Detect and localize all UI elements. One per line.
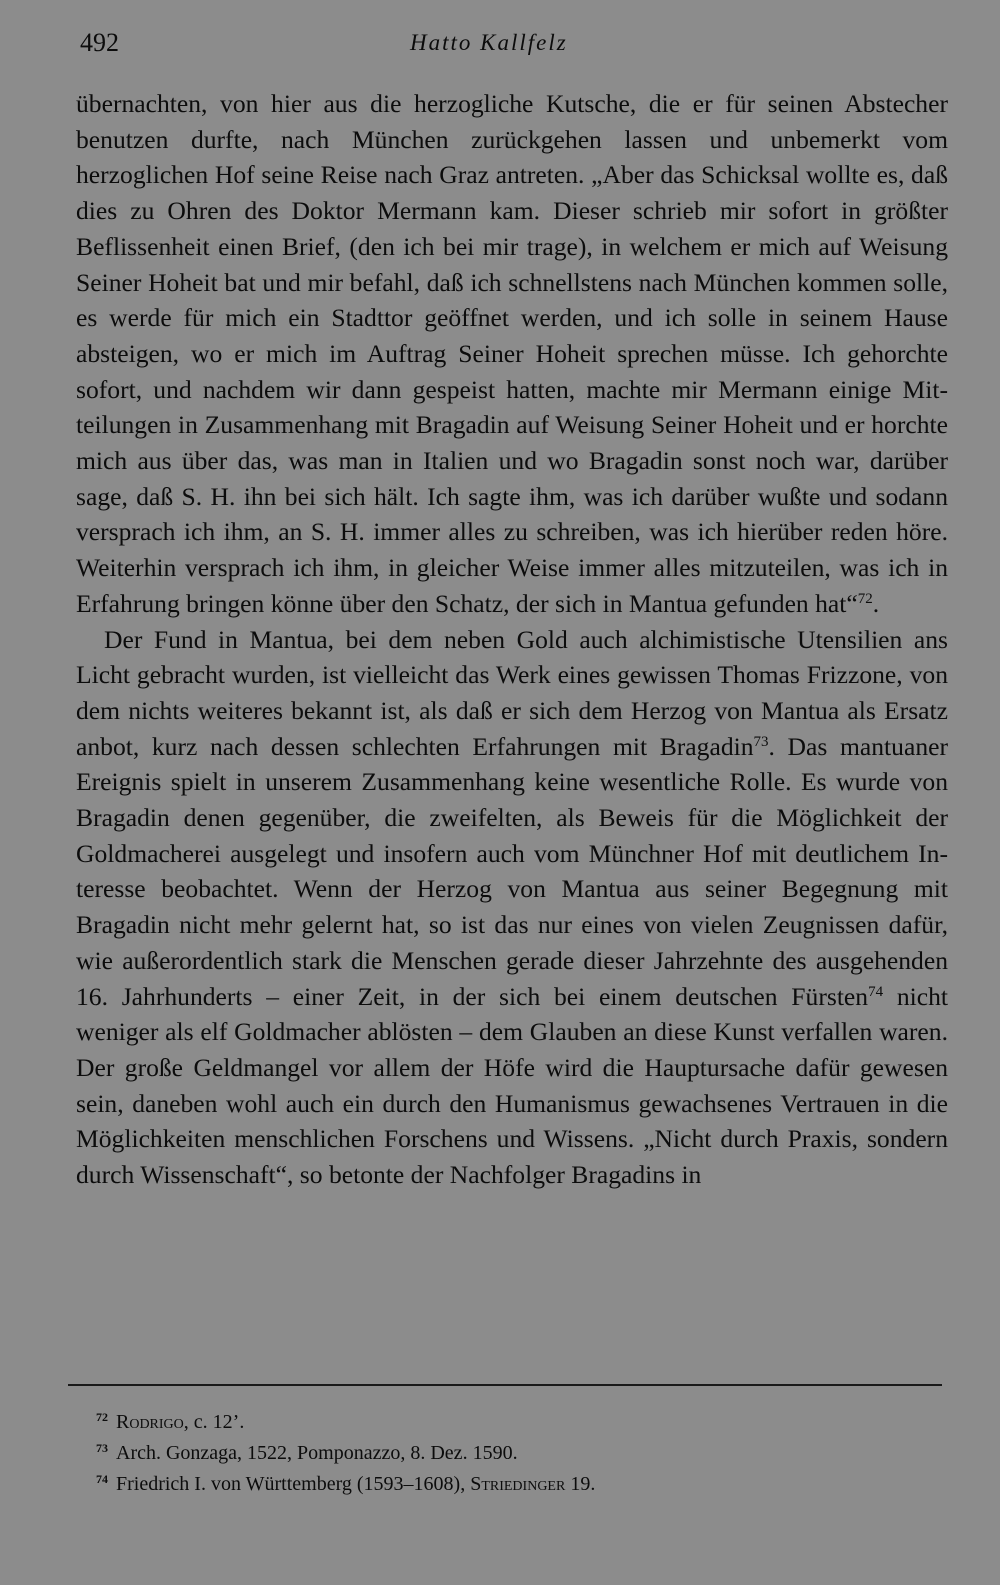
footnote-ref-73: 73 [753,733,769,750]
footnote-text: Arch. Gonzaga, 1522, Pomponazzo, 8. Dez. 1590. [116,1442,518,1464]
paragraph-2-text-c: nicht weniger als elf Goldmacher ablösten – dem Glauben an diese Kunst verfallen waren. Der große Geldmangel vor allem der Höfe wird die Hauptursache dafür gewesen sein, daneben wohl auch ein durch den Humanismus gewachsenes Vertrauen in die Möglichkeiten menschlichen Forschens und Wissens. „Nicht durch Praxis, sondern durch Wissenschaft“, so betonte der Nachfolger Bragadins in [76,981,948,1190]
body-text [76,86,948,1193]
footnote-text: , c. 12’. [183,1411,245,1433]
footnote-number: 73 [96,1441,108,1455]
footnote-74 [96,1466,936,1497]
paragraph-1-end: . [872,588,880,618]
footnote-author: Striedinger [470,1473,566,1495]
footnote-text: Friedrich I. von Württemberg (1593–1608), [116,1473,471,1495]
footnote-text-after: 19. [565,1473,596,1495]
footnote-ref-74: 74 [868,983,884,1000]
footnote-72 [96,1404,936,1435]
footnote-number: 74 [96,1472,108,1486]
page-number: 492 [80,28,119,57]
footnotes [96,1404,936,1497]
running-title: Hatto Kallfelz [410,30,568,55]
footnote-author: Rodrigo [116,1411,184,1433]
footnote-number: 72 [96,1410,108,1424]
page-header [80,28,946,68]
footnote-ref-72: 72 [857,590,873,607]
paragraph-2-text-b: . Das mantuaner Ereignis spielt in unserem Zusammenhang keine wesentliche Rolle. Es wurde von Bragadin denen gegenüber, die zweifelten, als Beweis für die Möglichkeit der Goldmacherei ausgelegt und insofern auch vom Münchner Hof mit deutlichem Interesse beobachtet. Wenn der Herzog von Mantua aus seiner Begegnung mit Bragadin nicht mehr gelernt hat, so ist das nur eines von vielen Zeugnissen dafür, wie außerordentlich stark die Menschen gerade dieser Jahrzehnte des ausgehenden 16. Jahrhunderts – einer Zeit, in der sich bei einem deutschen Fürsten [76,731,948,1011]
paragraph-2 [76,622,948,1193]
paragraph-1-text: übernachten, von hier aus die herzogliche Kutsche, die er für seinen Abstecher benutzen durfte, nach München zurückgehen lassen und unbemerkt vom herzoglichen Hof seine Reise nach Graz antreten. „Aber das Schicksal wollte es, daß dies zu Ohren des Doktor Mermann kam. Dieser schrieb mir sofort in größter Beflissenheit einen Brief, (den ich bei mir trage), in welchem er mich auf Weisung Seiner Hoheit bat und mir befahl, daß ich schnellstens nach München kommen solle, es werde für mich ein Stadttor geöffnet werden, und ich solle in seinem Hause absteigen, wo er mich im Auftrag Seiner Hoheit sprechen müsse. Ich gehorchte sofort, und nachdem wir dann gespeist hatten, machte mir Mermann einige Mitteilungen in Zusammenhang mit Bragadin auf Weisung Seiner Hoheit und er horchte mich aus über das, was man in Italien und wo Bragadin sonst noch war, darüber sage, daß S. H. ihn bei sich hält. Ich sagte ihm, was ich darüber wußte und sodann versprach ich ihm, an S. H. immer alles zu schreiben, was ich hierüber reden höre. Weiterhin versprach ich ihm, in gleicher Weise immer alles mitzuteilen, was ich in Erfahrung bringen könne über den Schatz, der sich in Mantua gefunden hat“ [76,89,948,618]
paragraph-1 [76,86,948,622]
paragraph-2-text-a: Der Fund in Mantua, bei dem neben Gold auch alchimistische Utensilien ans Licht gebracht wurden, ist vielleicht das Werk eines gewissen Thomas Frizzone, von dem nichts weiteres bekannt ist, als daß er sich dem Herzog von Mantua als Ersatz anbot, kurz nach dessen schlechten Erfahrungen mit Bragadin [76,624,948,761]
footnote-divider [68,1384,942,1386]
footnote-73 [96,1435,936,1466]
